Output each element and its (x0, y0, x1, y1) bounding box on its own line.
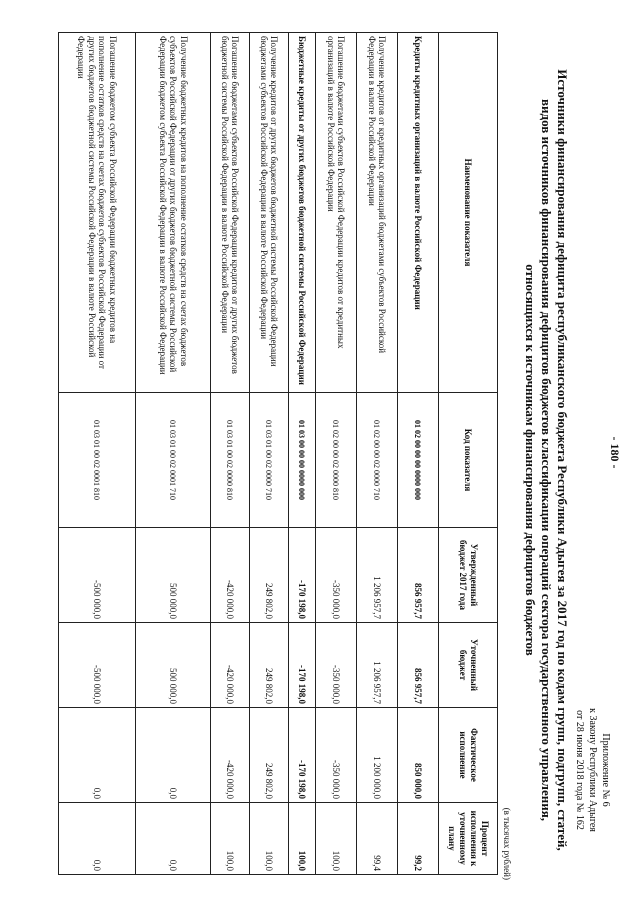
row-approved: 249 802,0 (250, 528, 289, 623)
row-percent: 100,0 (211, 803, 250, 875)
header-row (439, 33, 498, 875)
row-approved: 1 206 957,7 (357, 528, 398, 623)
row-name: Погашение бюджетами субъектов Российской Федерации кредитов от других бюджетов бюджетной системы Российской Федерации в валюте Российской Федерации (211, 33, 250, 393)
row-approved: -350 000,0 (316, 528, 357, 623)
appendix-line-3: от 28 июня 2018 года № 162 (574, 710, 585, 830)
table-row (316, 33, 357, 875)
row-percent: 99,2 (398, 803, 439, 875)
row-actual: -420 000,0 (211, 708, 250, 803)
row-revised: -170 198,0 (289, 623, 316, 708)
row-name: Получение бюджетных кредитов на пополнение остатков средств на счетах бюджетов субъектов Российской Федерации от других бюджетов бюджетной системы Российской Федерации бюджетом субъекта Российской Федерации в валюте Российской Федерации (136, 33, 211, 393)
row-approved: 856 957,7 (398, 528, 439, 623)
table-row (136, 33, 211, 875)
row-approved: -170 198,0 (289, 528, 316, 623)
page-number: - 180 - (608, 436, 622, 469)
row-actual: 0,0 (59, 708, 136, 803)
row-code: 01 03 01 00 02 0000 710 (250, 393, 289, 528)
table-row (398, 33, 439, 875)
header-percent: Процент исполнения к уточненному плану (439, 803, 498, 875)
header-revised: Уточненный бюджет (439, 623, 498, 708)
row-code: 01 02 00 00 02 0000 710 (357, 393, 398, 528)
table-row (59, 33, 136, 875)
financing-table (58, 32, 498, 875)
row-revised: 856 957,7 (398, 623, 439, 708)
row-approved: -420 000,0 (211, 528, 250, 623)
row-name: Бюджетные кредиты от других бюджетов бюджетной системы Российской Федерации (289, 33, 316, 393)
table-row (289, 33, 316, 875)
header-approved: Утвержденный бюджет 2017 года (439, 528, 498, 623)
row-percent: 100,0 (250, 803, 289, 875)
units-note: (в тысячах рублей) (502, 807, 512, 880)
row-revised: -420 000,0 (211, 623, 250, 708)
row-code: 01 03 01 00 02 0001 810 (59, 393, 136, 528)
row-revised: 249 802,0 (250, 623, 289, 708)
row-name: Кредиты кредитных организаций в валюте Российской Федерации (398, 33, 439, 393)
row-actual: 249 802,0 (250, 708, 289, 803)
row-code: 01 03 00 00 00 0000 000 (289, 393, 316, 528)
appendix-line-2: к Закону Республики Адыгея (587, 708, 598, 832)
table-row (211, 33, 250, 875)
row-actual: -170 198,0 (289, 708, 316, 803)
row-percent: 0,0 (59, 803, 136, 875)
row-code: 01 02 00 00 00 0000 000 (398, 393, 439, 528)
row-name: Получение кредитов от кредитных организаций бюджетами субъектов Российской Федерации в валюте Российской Федерации (357, 33, 398, 393)
document-title: Источники финансирования дефицита республиканского бюджета Республики Адыгея за 2017 год по кодам групп, подгрупп, статей, видов источников финансирования дефицитов бюджетов классификации операций сектора государственного управления, относящихся к источникам финансирования дефицитов бюджетов (523, 69, 570, 851)
row-code: 01 03 01 00 02 0001 710 (136, 393, 211, 528)
table-row (357, 33, 398, 875)
appendix-line-1: Приложение № 6 (600, 733, 611, 807)
row-actual: 850 000,0 (398, 708, 439, 803)
header-name: Наименование показателя (439, 33, 498, 393)
row-name: Погашение бюджетом субъекта Российской Федерации бюджетных кредитов на пополнение остатков средств на счетах бюджетов субъектов Российской Федерации от других бюджетов бюджетной системы Российской Федерации в валюте Российской Федерации (59, 33, 136, 393)
row-revised: -500 000,0 (59, 623, 136, 708)
table-row (250, 33, 289, 875)
header-code: Код показателя (439, 393, 498, 528)
row-percent: 100,0 (316, 803, 357, 875)
row-approved: 500 000,0 (136, 528, 211, 623)
row-actual: -350 000,0 (316, 708, 357, 803)
row-percent: 0,0 (136, 803, 211, 875)
row-actual: 1 200 000,0 (357, 708, 398, 803)
row-revised: 1 206 957,7 (357, 623, 398, 708)
row-approved: -500 000,0 (59, 528, 136, 623)
header-actual: Фактическое исполнение (439, 708, 498, 803)
row-code: 01 03 01 00 02 0000 810 (211, 393, 250, 528)
appendix-note (573, 670, 612, 870)
row-percent: 99,4 (357, 803, 398, 875)
row-name: Погашение бюджетами субъектов Российской Федерации кредитов от кредитных организаций в валюте Российской Федерации (316, 33, 357, 393)
row-revised: -350 000,0 (316, 623, 357, 708)
row-name: Получение кредитов от других бюджетов бюджетной системы Российской Федерации бюджетами субъектов Российской Федерации в валюте Российской Федерации (250, 33, 289, 393)
row-actual: 0,0 (136, 708, 211, 803)
row-percent: 100,0 (289, 803, 316, 875)
row-revised: 500 000,0 (136, 623, 211, 708)
row-code: 01 02 00 00 02 0000 810 (316, 393, 357, 528)
